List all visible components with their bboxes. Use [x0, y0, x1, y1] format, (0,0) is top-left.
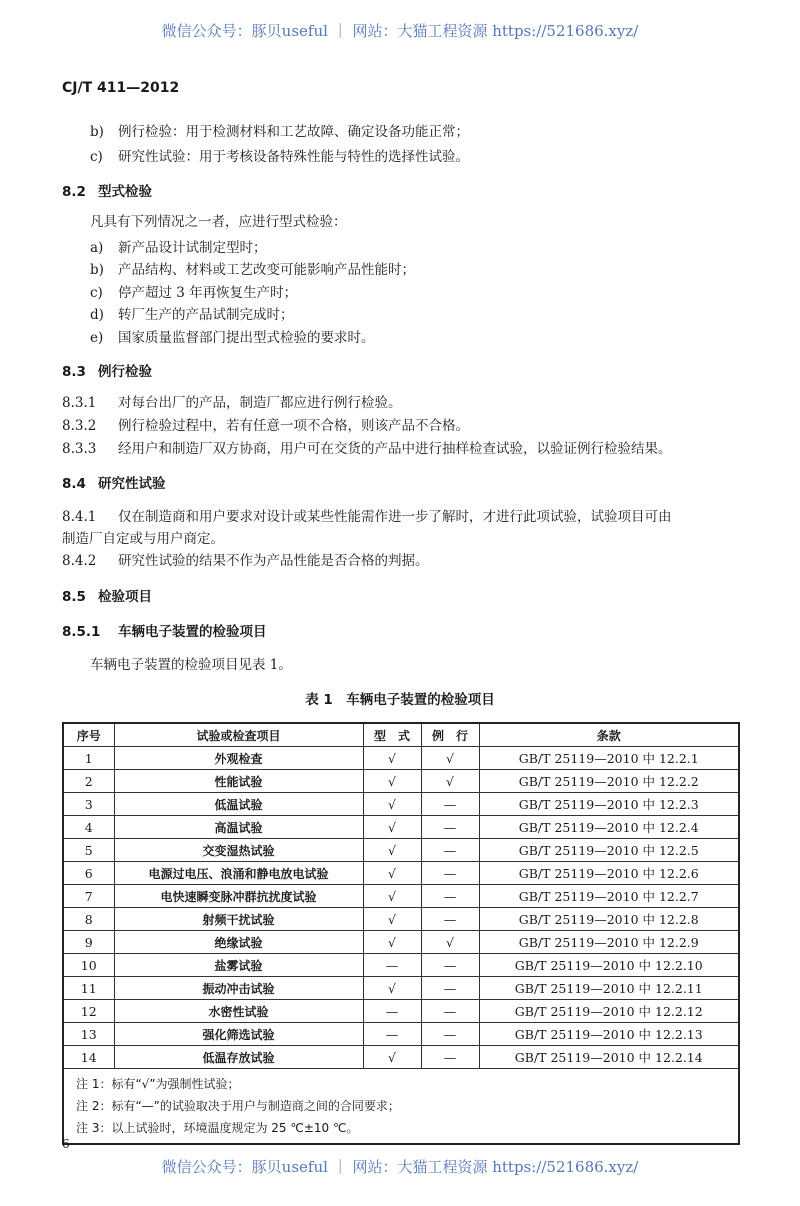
row-index: 6	[63, 862, 114, 885]
row-item: 盐雾试验	[114, 954, 363, 977]
row-routine-test: —	[421, 862, 479, 885]
table-row	[63, 908, 739, 931]
clause-continuation: 制造厂自定或与用户商定。	[62, 531, 224, 547]
item-label: a)	[90, 240, 104, 256]
item-text: 产品结构、材料或工艺改变可能影响产品性能时；	[118, 262, 415, 278]
clause-text: 研究性试验的结果不作为产品性能是否合格的判据。	[118, 553, 429, 569]
list-item	[90, 145, 469, 165]
row-routine-test: —	[421, 954, 479, 977]
row-item: 高温试验	[114, 816, 363, 839]
row-routine-test: —	[421, 816, 479, 839]
row-item: 绝缘试验	[114, 931, 363, 954]
inspection-table	[62, 722, 740, 1145]
clause-number: 8.3.2	[62, 418, 97, 434]
table-row	[63, 1046, 739, 1069]
row-index: 1	[63, 747, 114, 770]
list-item	[90, 326, 375, 346]
row-routine-test: —	[421, 1046, 479, 1069]
table-row	[63, 1000, 739, 1023]
row-routine-test: —	[421, 1000, 479, 1023]
row-routine-test: —	[421, 839, 479, 862]
item-label: e)	[90, 330, 104, 346]
section-title: 检验项目	[98, 589, 152, 605]
table-row	[63, 954, 739, 977]
item-text: 转厂生产的产品试制完成时；	[118, 307, 294, 323]
list-item	[90, 120, 469, 140]
row-index: 10	[63, 954, 114, 977]
table-row	[63, 816, 739, 839]
item-text: 停产超过 3 年再恢复生产时；	[118, 285, 298, 301]
section-number: 8.2	[62, 184, 86, 200]
row-type-test: √	[363, 816, 421, 839]
row-item: 电快速瞬变脉冲群抗扰度试验	[114, 885, 363, 908]
section-number: 8.3	[62, 364, 86, 380]
row-clause: GB/T 25119—2010 中 12.2.7	[479, 885, 739, 908]
row-clause: GB/T 25119—2010 中 12.2.11	[479, 977, 739, 1000]
row-type-test: —	[363, 1023, 421, 1046]
row-routine-test: √	[421, 770, 479, 793]
row-clause: GB/T 25119—2010 中 12.2.2	[479, 770, 739, 793]
row-routine-test: —	[421, 885, 479, 908]
list-item	[90, 258, 415, 278]
row-type-test: √	[363, 793, 421, 816]
row-type-test: √	[363, 931, 421, 954]
row-item: 强化筛选试验	[114, 1023, 363, 1046]
subsection-heading	[62, 620, 267, 640]
table-row	[63, 1023, 739, 1046]
clause	[62, 505, 672, 525]
item-text: 例行检验：用于检测材料和工艺故障、确定设备功能正常；	[118, 124, 469, 140]
table-row	[63, 793, 739, 816]
row-type-test: √	[363, 862, 421, 885]
section-heading-8-3	[62, 360, 152, 380]
section-number: 8.4	[62, 476, 86, 492]
row-clause: GB/T 25119—2010 中 12.2.8	[479, 908, 739, 931]
list-item	[90, 236, 267, 256]
row-clause: GB/T 25119—2010 中 12.2.1	[479, 747, 739, 770]
row-type-test: √	[363, 885, 421, 908]
item-text: 研究性试验：用于考核设备特殊性能与特性的选择性试验。	[118, 149, 469, 165]
table-row	[63, 839, 739, 862]
row-clause: GB/T 25119—2010 中 12.2.13	[479, 1023, 739, 1046]
row-type-test: √	[363, 908, 421, 931]
row-index: 14	[63, 1046, 114, 1069]
row-type-test: √	[363, 839, 421, 862]
page-number: 6	[62, 1137, 70, 1151]
row-index: 12	[63, 1000, 114, 1023]
row-item: 低温存放试验	[114, 1046, 363, 1069]
row-routine-test: √	[421, 747, 479, 770]
row-index: 11	[63, 977, 114, 1000]
row-clause: GB/T 25119—2010 中 12.2.4	[479, 816, 739, 839]
row-index: 8	[63, 908, 114, 931]
table-caption: 表 1 车辆电子装置的检验项目	[305, 692, 495, 708]
section-title: 研究性试验	[98, 476, 166, 492]
row-item: 低温试验	[114, 793, 363, 816]
item-text: 国家质量监督部门提出型式检验的要求时。	[118, 330, 375, 346]
section-heading-8-5	[62, 585, 152, 605]
row-index: 9	[63, 931, 114, 954]
paragraph: 车辆电子装置的检验项目见表 1。	[90, 657, 292, 673]
row-clause: GB/T 25119—2010 中 12.2.3	[479, 793, 739, 816]
paragraph: 凡具有下列情况之一者，应进行型式检验：	[90, 214, 347, 230]
row-routine-test: —	[421, 1023, 479, 1046]
row-type-test: √	[363, 747, 421, 770]
row-clause: GB/T 25119—2010 中 12.2.6	[479, 862, 739, 885]
clause	[62, 391, 402, 411]
row-index: 2	[63, 770, 114, 793]
note: 注 2：标有“—”的试验取决于用户与制造商之间的合同要求；	[76, 1099, 400, 1113]
section-heading-8-4	[62, 472, 166, 492]
row-type-test: √	[363, 1046, 421, 1069]
row-routine-test: √	[421, 931, 479, 954]
row-index: 7	[63, 885, 114, 908]
clause-text: 经用户和制造厂双方协商，用户可在交货的产品中进行抽样检查试验，以验证例行检验结果。	[118, 441, 672, 457]
watermark-top: 微信公众号：豚贝useful ｜ 网站：大猫工程资源 https://521686.xyz/	[161, 22, 639, 40]
row-clause: GB/T 25119—2010 中 12.2.10	[479, 954, 739, 977]
table-row	[63, 747, 739, 770]
clause	[62, 437, 672, 457]
row-type-test: —	[363, 1000, 421, 1023]
item-text: 新产品设计试制定型时；	[118, 240, 267, 256]
header-routine-test: 例 行	[421, 723, 479, 747]
clause	[62, 549, 429, 569]
table-row	[63, 931, 739, 954]
row-type-test: √	[363, 977, 421, 1000]
section-title: 例行检验	[98, 364, 152, 380]
header-index: 序号	[63, 723, 114, 747]
row-index: 13	[63, 1023, 114, 1046]
item-label: b)	[90, 124, 104, 140]
row-item: 外观检查	[114, 747, 363, 770]
clause-text: 仅在制造商和用户要求对设计或某些性能需作进一步了解时，才进行此项试验，试验项目可由	[118, 509, 672, 525]
row-index: 4	[63, 816, 114, 839]
table-row	[63, 977, 739, 1000]
header-item: 试验或检查项目	[114, 723, 363, 747]
row-clause: GB/T 25119—2010 中 12.2.5	[479, 839, 739, 862]
section-title: 型式检验	[98, 184, 152, 200]
item-label: c)	[90, 285, 103, 301]
row-clause: GB/T 25119—2010 中 12.2.14	[479, 1046, 739, 1069]
header-type-test: 型 式	[363, 723, 421, 747]
table-row	[63, 885, 739, 908]
section-heading-8-2	[62, 180, 152, 200]
list-item	[90, 303, 294, 323]
watermark-bottom: 微信公众号：豚贝useful ｜ 网站：大猫工程资源 https://521686.xyz/	[161, 1158, 639, 1176]
item-label: b)	[90, 262, 104, 278]
table-row	[63, 770, 739, 793]
note: 注 1：标有“√”为强制性试验；	[76, 1077, 240, 1091]
note: 注 3：以上试验时，环境温度规定为 25 ℃±10 ℃。	[76, 1121, 359, 1135]
row-type-test: —	[363, 954, 421, 977]
header-clause: 条款	[479, 723, 739, 747]
row-item: 振动冲击试验	[114, 977, 363, 1000]
row-item: 性能试验	[114, 770, 363, 793]
table-row	[63, 862, 739, 885]
row-clause: GB/T 25119—2010 中 12.2.12	[479, 1000, 739, 1023]
clause-number: 8.3.1	[62, 395, 97, 411]
row-routine-test: —	[421, 908, 479, 931]
section-title: 车辆电子装置的检验项目	[118, 624, 267, 640]
row-routine-test: —	[421, 977, 479, 1000]
clause-number: 8.4.2	[62, 553, 97, 569]
clause-number: 8.4.1	[62, 509, 97, 525]
section-number: 8.5	[62, 589, 86, 605]
table-header-row	[63, 723, 739, 747]
row-index: 3	[63, 793, 114, 816]
clause-number: 8.3.3	[62, 441, 97, 457]
row-item: 射频干扰试验	[114, 908, 363, 931]
row-item: 交变湿热试验	[114, 839, 363, 862]
list-item	[90, 281, 297, 301]
row-routine-test: —	[421, 793, 479, 816]
row-item: 电源过电压、浪涌和静电放电试验	[114, 862, 363, 885]
item-label: c)	[90, 149, 103, 165]
section-number: 8.5.1	[62, 624, 101, 640]
header-code: CJ/T 411—2012	[62, 80, 180, 96]
clause	[62, 414, 469, 434]
row-item: 水密性试验	[114, 1000, 363, 1023]
clause-text: 对每台出厂的产品，制造厂都应进行例行检验。	[118, 395, 402, 411]
row-index: 5	[63, 839, 114, 862]
table-notes	[63, 1069, 739, 1145]
item-label: d)	[90, 307, 104, 323]
row-clause: GB/T 25119—2010 中 12.2.9	[479, 931, 739, 954]
row-type-test: √	[363, 770, 421, 793]
clause-text: 例行检验过程中，若有任意一项不合格，则该产品不合格。	[118, 418, 469, 434]
